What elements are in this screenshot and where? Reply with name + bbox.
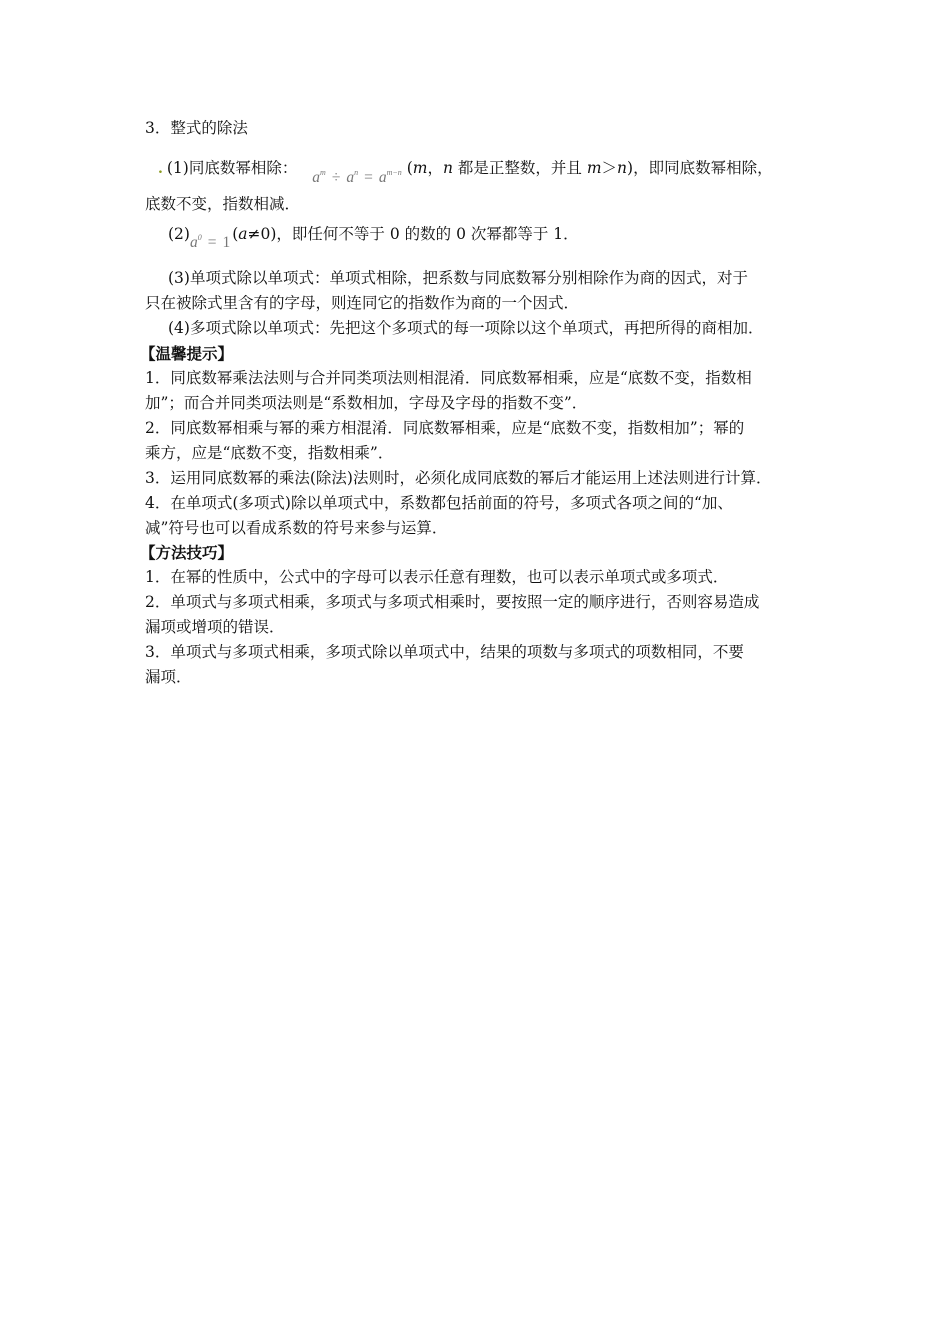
bullet-dot: . — [158, 161, 163, 177]
rule-3-line-2: 只在被除式里含有的字母，则连同它的指数作为商的一个因式． — [145, 294, 580, 312]
tips-line: 2．同底数幂相乘与幂的乘方相混淆．同底数幂相乘，应是“底数不变，指数相加”；幂的 — [145, 419, 745, 437]
rule-2-label: (2) — [168, 225, 190, 243]
section-title: 3．整式的除法 — [145, 119, 248, 137]
rule-2-line — [168, 218, 579, 251]
methods-line: 1．在幂的性质中，公式中的字母可以表示任意有理数，也可以表示单项式或多项式． — [145, 568, 729, 586]
rule-4-line: (4)多项式除以单项式：先把这个多项式的每一项除以这个单项式，再把所得的商相加． — [168, 319, 764, 337]
rule-2-condition: (a≠0)，即任何不等于 0 的数的 0 次幂都等于 1． — [232, 225, 579, 243]
methods-line: 漏项或增项的错误． — [145, 618, 285, 636]
methods-heading: 【方法技巧】 — [140, 543, 234, 562]
division-formula: $a^m \div a^n = a^{m-n}$ — [312, 168, 402, 186]
rule-1-line — [158, 144, 773, 186]
rule-1-continuation: 底数不变，指数相减． — [145, 195, 301, 213]
tips-heading: 【温馨提示】 — [140, 344, 234, 363]
methods-line: 2．单项式与多项式相乘，多项式与多项式相乘时，要按照一定的顺序进行，否则容易造成 — [145, 593, 760, 611]
tips-line: 减”符号也可以看成系数的符号来参与运算． — [145, 519, 448, 537]
tips-line: 3．运用同底数幂的乘法(除法)法则时，必须化成同底数的幂后才能运用上述法则进行计算． — [145, 469, 772, 487]
tips-line: 1．同底数幂乘法法则与合并同类项法则相混淆．同底数幂相乘，应是“底数不变，指数相 — [145, 369, 752, 387]
tips-line: 加”；而合并同类项法则是“系数相加，字母及字母的指数不变”． — [145, 394, 588, 412]
methods-line: 3．单项式与多项式相乘，多项式除以单项式中，结果的项数与多项式的项数相同，不要 — [145, 643, 744, 661]
rule-3-line-1: (3)单项式除以单项式：单项式相除，把系数与同底数幂分别相除作为商的因式，对于 — [168, 269, 748, 287]
zero-power-formula: $a^0 = 1$ — [189, 233, 231, 251]
tips-line: 乘方，应是“底数不变，指数相乘”． — [145, 444, 394, 462]
methods-line: 漏项． — [145, 668, 192, 686]
rule-1-condition: (m，n 都是正整数，并且 m＞n)，即同底数幂相除， — [406, 159, 773, 177]
tips-line: 4．在单项式(多项式)除以单项式中，系数都包括前面的符号，多项式各项之间的“加、 — [145, 494, 733, 512]
rule-1-label: (1)同底数幂相除： — [166, 159, 298, 177]
